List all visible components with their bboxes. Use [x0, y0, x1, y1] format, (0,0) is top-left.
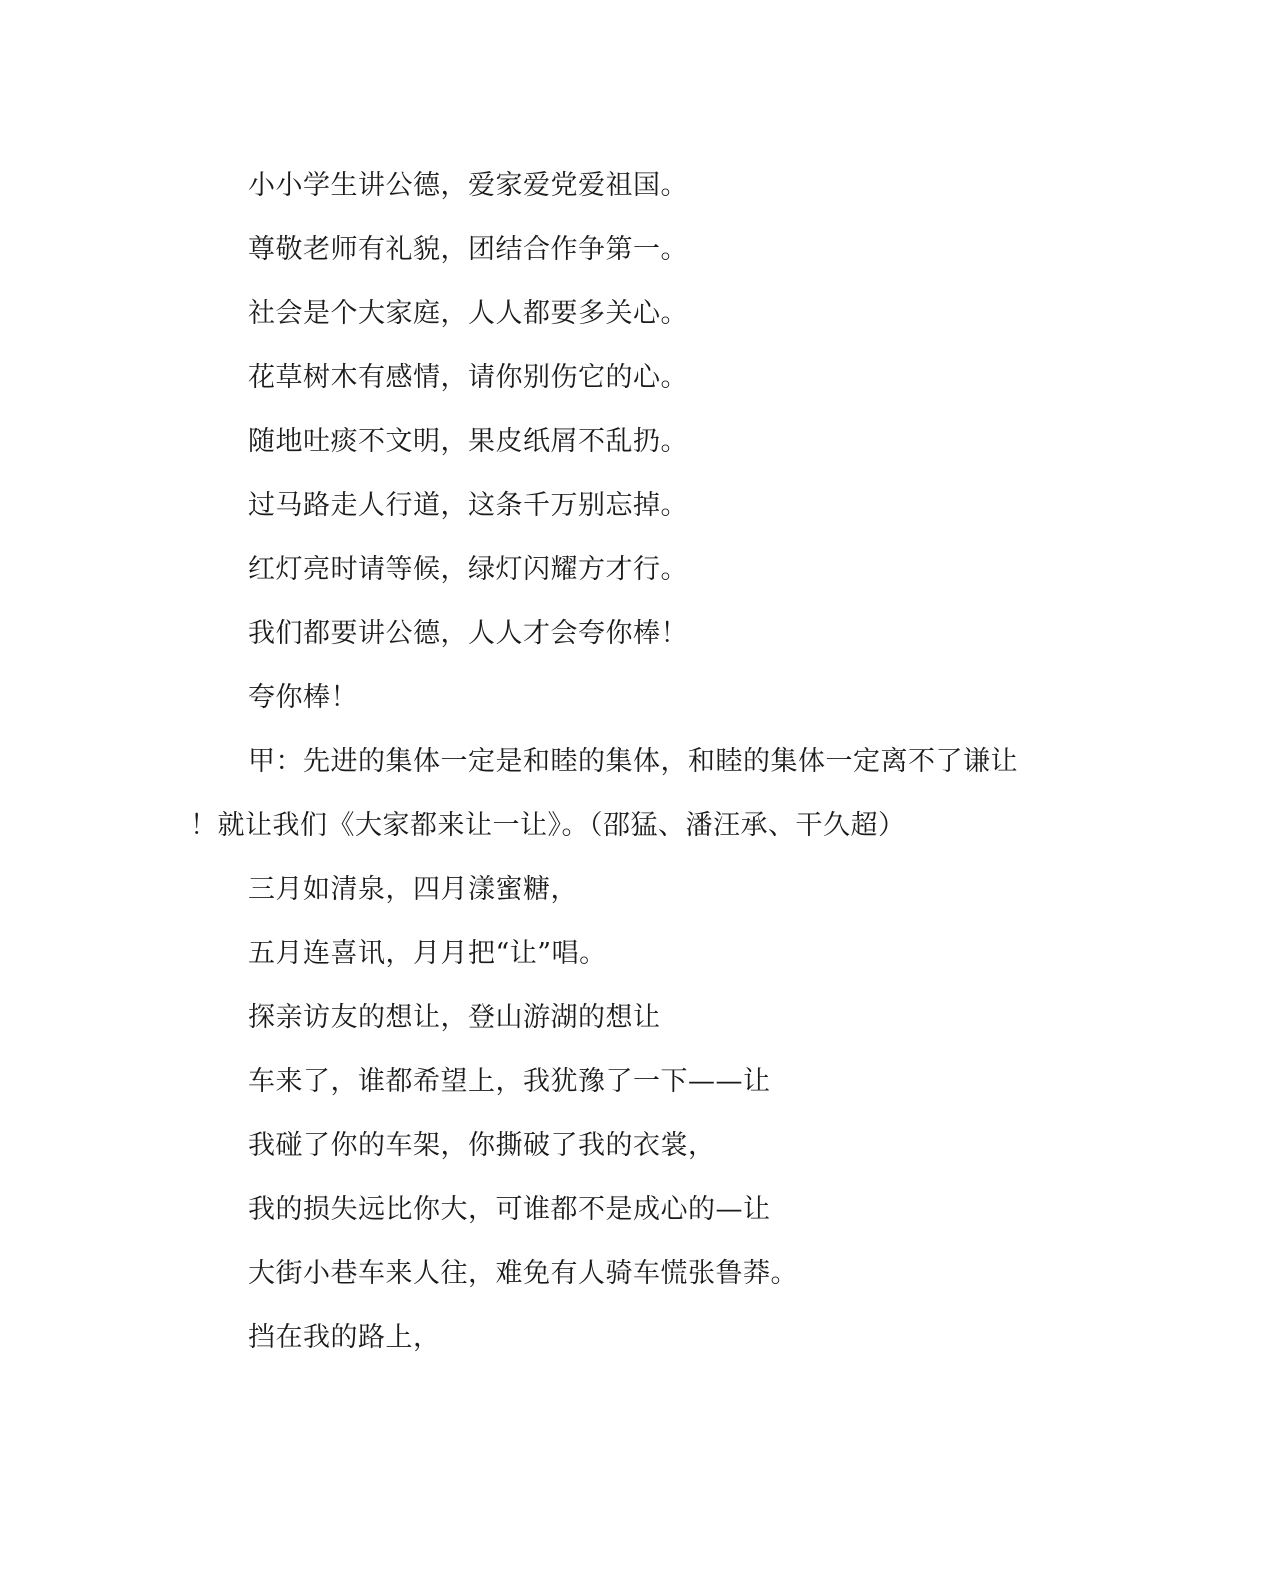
text-line: 尊敬老师有礼貌，团结合作争第一。 — [248, 234, 688, 265]
text-line: 三月如清泉，四月漾蜜糖， — [248, 874, 578, 905]
text-line: 随地吐痰不文明，果皮纸屑不乱扔。 — [248, 426, 688, 457]
text-line: 小小学生讲公德，爱家爱党爱祖国。 — [248, 170, 688, 201]
text-line: 车来了，谁都希望上，我犹豫了一下——让 — [248, 1066, 771, 1097]
text-line: 挡在我的路上， — [248, 1322, 441, 1353]
text-line: 社会是个大家庭，人人都要多关心。 — [248, 298, 688, 329]
text-line: 夸你棒！ — [248, 682, 358, 713]
text-line: 红灯亮时请等候，绿灯闪耀方才行。 — [248, 554, 688, 585]
text-line: 大街小巷车来人往，难免有人骑车慌张鲁莽。 — [248, 1258, 798, 1289]
text-line: 探亲访友的想让，登山游湖的想让 — [248, 1002, 661, 1033]
text-line: ！就让我们《大家都来让一让》。（邵猛、潘汪承、干久超） — [190, 810, 906, 841]
text-line: 我碰了你的车架，你撕破了我的衣裳， — [248, 1130, 716, 1161]
text-line: 花草树木有感情，请你别伤它的心。 — [248, 362, 688, 393]
text-line: 过马路走人行道，这条千万别忘掉。 — [248, 490, 688, 521]
text-line: 我的损失远比你大，可谁都不是成心的—让 — [248, 1194, 771, 1225]
text-line: 我们都要讲公德，人人才会夸你棒！ — [248, 618, 688, 649]
text-line: 甲：先进的集体一定是和睦的集体，和睦的集体一定离不了谦让 — [248, 746, 1018, 777]
text-line: 五月连喜讯，月月把“让”唱。 — [248, 938, 607, 969]
